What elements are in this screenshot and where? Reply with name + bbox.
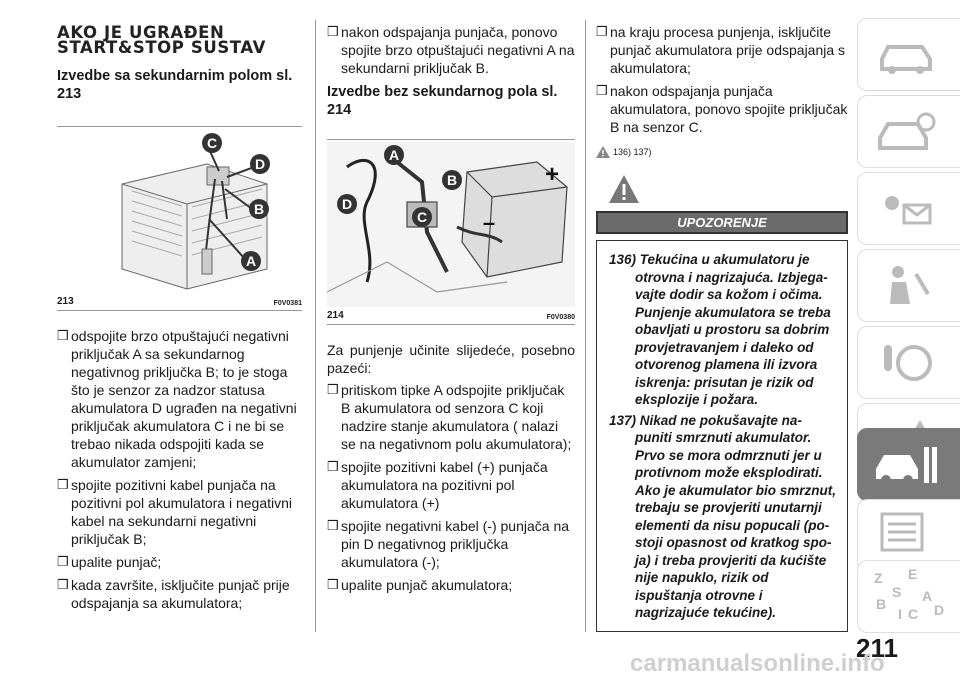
steering-wheel-key-icon bbox=[876, 341, 936, 386]
car-dashboard-icon bbox=[876, 33, 936, 78]
svg-text:Z: Z bbox=[874, 570, 883, 586]
tab-car-info[interactable] bbox=[857, 95, 960, 168]
list-item: ❒ upalite punjač akumulatora; bbox=[327, 577, 513, 593]
checkbox-bullet-icon: ❒ bbox=[327, 459, 339, 474]
svg-text:D: D bbox=[934, 602, 945, 618]
checklist-icon bbox=[876, 510, 936, 555]
callout-b: B bbox=[446, 172, 458, 188]
list-item: ❒ upalite punjač; bbox=[57, 554, 162, 570]
list-item: ❒ na kraju procesa punjenja, isključite punjač akumulatora prije odspajanja s akumulatora; bbox=[596, 24, 846, 76]
column-2 bbox=[327, 23, 575, 599]
warning-small-icon bbox=[596, 146, 610, 158]
bullet-list bbox=[57, 327, 302, 612]
tab-warning-lights[interactable] bbox=[857, 172, 960, 245]
checkbox-bullet-icon: ❒ bbox=[596, 83, 608, 98]
checkbox-bullet-icon: ❒ bbox=[327, 577, 339, 592]
list-item: ❒ pritiskom tipke A odspojite priključak B akumulatora od senzora C koji nadzire stanje akumulatora ( nalazi se na negativnom polu akumulatora); bbox=[327, 382, 572, 452]
section-title-line1: AKO JE UGRAĐEN bbox=[57, 23, 225, 42]
figure-214 bbox=[327, 139, 575, 325]
checkbox-bullet-icon: ❒ bbox=[327, 24, 339, 39]
list-item: ❒ nakon odspajanja punjača, ponovo spojite brzo otpuštajući negativni A na sekundarni priključak B. bbox=[327, 24, 575, 76]
list-item: ❒ spojite negativni kabel (-) punjača na pin D negativnog priključka akumulatora (-); bbox=[327, 518, 570, 570]
column-1 bbox=[57, 0, 302, 617]
callout-a: A bbox=[245, 253, 257, 269]
svg-text:B: B bbox=[876, 596, 887, 612]
tab-safety[interactable] bbox=[857, 249, 960, 322]
checkbox-bullet-icon: ❒ bbox=[57, 328, 69, 343]
bullet-list bbox=[327, 381, 575, 594]
checkbox-bullet-icon: ❒ bbox=[57, 477, 69, 492]
callout-c: C bbox=[206, 135, 218, 151]
callout-c: C bbox=[416, 209, 428, 225]
list-item: ❒ spojite pozitivni kabel (+) punjača akumulatora na pozitivni pol akumulatora (+) bbox=[327, 459, 548, 511]
warning-lights-icon bbox=[876, 187, 936, 232]
warning-triangle-icon bbox=[608, 174, 640, 204]
page-number: 211 bbox=[856, 633, 898, 663]
svg-text:C: C bbox=[908, 606, 919, 622]
airbag-person-icon bbox=[876, 264, 936, 309]
warning-item: 136) Tekućina u akumulatoru je otrovna i nagrizajuća. Izbjega- vajte dodir sa kožom i očima. Punjenje akumulatora se treba obavljati u prostoru sa dobrim provjetravanjem i daleko od otvorenog plamena ili izvora iskrenja: prisutan je rizik od eksplozije i požara. bbox=[609, 252, 831, 407]
svg-text:I: I bbox=[898, 606, 902, 622]
callout-d: D bbox=[254, 156, 266, 172]
negative-terminal-label: – bbox=[482, 210, 496, 235]
column-3 bbox=[596, 23, 848, 632]
list-item: ❒ odspojite brzo otpuštajući negativni priključak A sa sekundarnog negativnog priključka B; to je stoga što je senzor za nadzor statusa akumulatora D ugrađen na negativni priključak akumulatora C i ne bi se trebao nikada odspojiti kada se akumulator zamjeni; bbox=[57, 328, 297, 470]
warning-item: 137) Nikad ne pokušavajte na- puniti smrznuti akumulator. Prvo se mora odmrznuti jer u protivnom može eksplodirati. Ako je akumulator bio smrznut, trebaju se provjeriti unutarnji elementi da nisu popucali (po- stoji opasnost od kratkog spo- ja) i treba provjeriti da kućište nije napuklo, rizik od ispuštanja otrovne i nagrizajuće tekućine). bbox=[609, 412, 837, 620]
warning-icon-wrap bbox=[596, 174, 848, 209]
checkbox-bullet-icon: ❒ bbox=[327, 518, 339, 533]
tab-maintenance[interactable] bbox=[857, 428, 960, 501]
paragraph: Za punjenje učinite slijedeće, posebno pazeći: bbox=[327, 342, 575, 376]
svg-text:E: E bbox=[908, 566, 918, 582]
tab-starting-driving[interactable] bbox=[857, 326, 960, 399]
engine-bay-battery-illustration bbox=[327, 142, 575, 307]
watermark: carmanualsonline.info bbox=[630, 650, 885, 677]
checkbox-bullet-icon: ❒ bbox=[327, 382, 339, 397]
checkbox-bullet-icon: ❒ bbox=[57, 554, 69, 569]
battery-illustration bbox=[57, 129, 302, 294]
figure-213 bbox=[57, 126, 302, 311]
tab-dashboard[interactable] bbox=[857, 18, 960, 91]
list-item: ❒ spojite pozitivni kabel punjača na pozitivni pol akumulatora i negativni kabel na sekundarni negativni priključak B; bbox=[57, 477, 293, 547]
list-item: ❒ kada završite, isključite punjač prije odspajanja sa akumulatora; bbox=[57, 577, 290, 611]
warning-box bbox=[596, 240, 848, 632]
svg-text:S: S bbox=[892, 584, 902, 600]
alphabet-index-icon bbox=[872, 566, 945, 622]
car-info-icon bbox=[876, 110, 936, 155]
figure-code: F0V0381 bbox=[273, 300, 302, 307]
figure-number: 214 bbox=[327, 310, 344, 321]
positive-terminal-label: + bbox=[544, 161, 560, 188]
tab-index[interactable] bbox=[857, 560, 960, 633]
subheading: Izvedbe sa sekundarnim polom sl. 213 bbox=[57, 68, 293, 102]
callout-d: D bbox=[341, 196, 353, 212]
checkbox-bullet-icon: ❒ bbox=[596, 24, 608, 39]
checkbox-bullet-icon: ❒ bbox=[57, 577, 69, 592]
callout-a: A bbox=[388, 147, 400, 163]
list-item: ❒ nakon odspajanja punjača akumulatora, ponovo spojite priključak B na senzor C. bbox=[596, 83, 848, 135]
car-tools-icon bbox=[872, 443, 942, 488]
subheading: Izvedbe bez sekundarnog pola sl. 214 bbox=[327, 84, 558, 118]
figure-number: 213 bbox=[57, 296, 74, 307]
column-divider bbox=[585, 20, 586, 632]
warning-refs-text: 136) 137) bbox=[613, 147, 652, 157]
section-title-line2: START&STOP SUSTAV bbox=[57, 38, 266, 57]
callout-b: B bbox=[253, 201, 265, 217]
svg-text:A: A bbox=[922, 588, 933, 604]
figure-code: F0V0380 bbox=[546, 314, 575, 321]
column-divider bbox=[315, 20, 316, 632]
section-title bbox=[57, 25, 302, 55]
warning-refs bbox=[596, 146, 848, 158]
warning-title: UPOZORENJE bbox=[596, 211, 848, 234]
